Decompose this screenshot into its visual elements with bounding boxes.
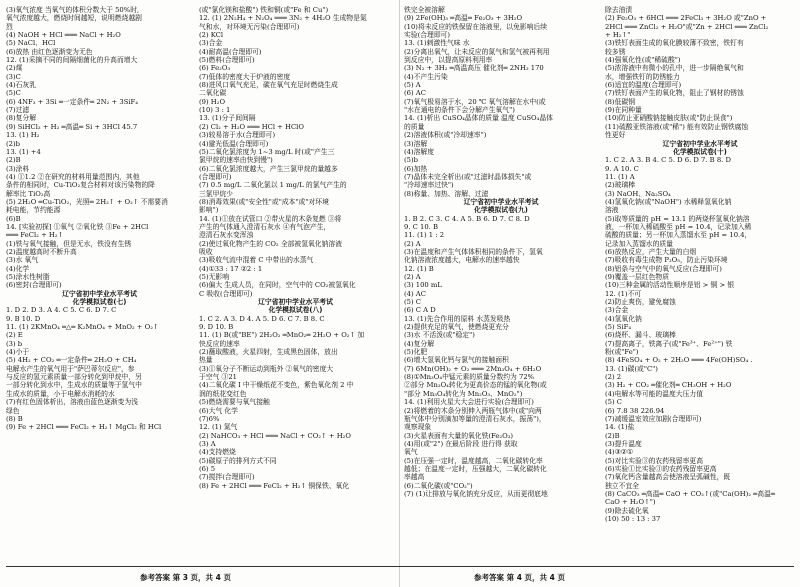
answer-line: (4)溶解度 [404, 147, 435, 156]
answer-line: (2)b [6, 139, 20, 148]
answer-line: (6) Fe₂O₃ [199, 64, 231, 73]
section-heading: 辽宁省初中学业水平考试 [662, 139, 738, 148]
answer-line: (2) 2 [605, 373, 622, 382]
answer-line: 14. (1)利用火星大大会进行实验(合理即可) [404, 398, 534, 407]
answer-line: 12. (1) 氮气 [199, 423, 238, 432]
answer-line: 影响") [199, 206, 219, 215]
answer-column-1 [6, 6, 193, 564]
answer-line: (5) 2H₂O ═Cu-TiO₂，光照═ 2H₂↑ + O₂↑ 不需要消 [6, 197, 168, 206]
section-heading: 化学模拟试卷(九) [474, 206, 528, 215]
answer-line: (6)二氧化碳(或"CO₂") [404, 481, 473, 490]
answer-line: 9. B 10. D [6, 314, 41, 323]
answer-line: (8)消毒效果(或"安全性"或"成本"或"对环境 [199, 197, 329, 206]
answer-line: (4)用(或"2") 在最后阶段 进行得 获取 [404, 439, 518, 448]
answer-line: (4)支持燃烧 [199, 448, 236, 457]
answer-line: 12. (1)采摘不同的间隔细菌化的升高而增大 [6, 56, 138, 65]
answer-line: (7) 6Mn(OH)₂ + O₂ ═══ 2Mn₃O₄ + 6H₂O [404, 364, 542, 373]
answer-line: 润的纸花变红色 [199, 389, 247, 398]
answer-line: (5) NaCl、HCl [6, 39, 56, 48]
answer-line: (5)C [6, 89, 21, 98]
answer-line: (5)浓溶液中有微小的孔中，进一步隔绝氧气和 [605, 64, 744, 73]
answer-line: (3)涂料 [6, 164, 30, 173]
answer-line: (7)吸收有毒生成物 P₂O₅，防止污染环境 [605, 256, 728, 265]
answer-line: (8) B [6, 414, 23, 423]
answer-line: (2)玻璃棒 [605, 181, 636, 190]
answer-line: (2)分离出氧气，让未反应的氮气和氢气被再利用 [404, 47, 550, 56]
answer-line: 越低；在温度一定时，压强越大，二氧化碳转化 [404, 464, 547, 473]
answer-line: (4)化学 [6, 264, 30, 273]
answer-line: (3)合金 [605, 306, 629, 315]
answer-line: (9) SiHCl₃ + H₂ ═高温═ Si + 3HCl 45.7 [6, 122, 138, 131]
answer-line: 一部分转化到水中，生成水的质量等于氢气中 [6, 381, 142, 390]
answer-line: (6) C A D [404, 306, 436, 315]
answer-line: 13. (1)刺激性气味 水 [404, 39, 470, 48]
answer-line: 独立不宜全 [605, 481, 639, 490]
answer-line: 气和水，对环境无污染(合理即可) [199, 22, 300, 31]
answer-line: (9) 2Fe(OH)₃ ═高温═ Fe₂O₃ + 3H₂O [404, 14, 523, 23]
answer-line: 电解水产生的氧气用于"萨巴蒂尔反应"，参 [6, 364, 135, 373]
answer-line: (3)水 氧气 [6, 256, 39, 265]
answer-line: 水，增强铁钉的防锈能力 [605, 72, 680, 81]
answer-line: 11. (1) B(或"BE") 2H₂O₂ ═MnO₂═ 2H₂O + O₂↑ 加 [199, 331, 365, 340]
answer-line: 2HCl ═══ ZnCl₂ + H₂O"或"Zn + 2HCl ═══ ZnCl₂ [605, 22, 769, 31]
answer-line: 观察现象 [404, 423, 432, 432]
answer-line: 14. (1)析出 CuSO₄晶体的质量 温度 CuSO₄晶体 [404, 114, 553, 123]
answer-line: (6)烧杯、漏斗、玻璃棒 [605, 331, 676, 340]
answer-line: 粉(或"Fe") [605, 348, 639, 357]
answer-line: (5)取等质量的 pH = 13.1 的两烧杯氢氧化钠溶 [605, 214, 750, 223]
answer-line: 到反应中，以提高原料利用率 [404, 56, 493, 65]
answer-line: 解率比 TiO₂高 [6, 189, 51, 198]
answer-line: (9)覆盖一层红色物质 [605, 273, 670, 281]
answer-line: (2)温度越高时不断升高 [6, 247, 77, 256]
answer-line: (10)三种金属的活动性顺序是铝 > 铜 > 银 [605, 281, 735, 290]
answer-line: (7)低体的密度大于炉液的密度 [199, 72, 291, 81]
answer-line: (10)防止亚硝酸钠接触皮肤(或"防止误食") [605, 114, 733, 123]
answer-line: (2)使过氧化物产生的 CO₂ 全部被氢氧化钠溶液 [199, 239, 342, 248]
answer-line: (3)水 不活泼(或"稳定") [404, 331, 475, 340]
answer-line: (2)提供充足的氧气，使燃烧更充分 [404, 323, 509, 332]
answer-line: (3)铁钉表面生成的氧化膜较薄不致密，铁钉有 [605, 39, 744, 48]
answer-line: (10)将未反应的铁保留在溶液里，以免影响后续 [404, 22, 548, 31]
answer-line: (3)合金 [199, 39, 223, 48]
answer-line: (7)搅拌(合理即可) [199, 473, 255, 482]
answer-line: 氧气 [404, 448, 418, 457]
answer-line: 氧气浓度越大，燃烧时间越短，说明燃烧越剧 [6, 14, 142, 23]
answer-line: 绿色 [6, 406, 20, 415]
answer-line: 11. (1) A [605, 172, 635, 181]
answer-line: 性更好 [605, 131, 626, 140]
answer-line: 的质量 [404, 122, 425, 131]
answer-line: (4)③②① [605, 448, 633, 457]
answer-line: (5) A [404, 81, 421, 90]
section-heading: 辽宁省初中学业水平考试 [463, 197, 539, 206]
answer-line: (4)二氧化碳 I 中干燥纸花不变色，紫色氧化剂 2 中 [199, 381, 354, 390]
answer-line: (3)提升温度 [605, 439, 642, 448]
answer-line: 14. [实验初探] ①氧气 ②氧化铁 ③Fe + 2HCl [6, 222, 149, 231]
answer-line: ═══ FeCl₂ + H₂↑ [6, 231, 64, 240]
answer-line: (3)在温度和产生气体体积相同的条件下，氢氧 [404, 247, 543, 256]
answer-line: (6)大气 化学 [199, 406, 238, 415]
answer-line: (5)碳原子的排列方式不同 [199, 456, 277, 465]
answer-line: 溶液 [605, 206, 619, 215]
answer-line: 1. C 2. A 3. D 4. A 5. D 6. C 7. B 8. C [199, 314, 325, 323]
answer-line: (5) SiF₄ [605, 323, 632, 332]
answer-line: 12. (1) B [404, 264, 434, 273]
answer-line: (5)化肥 [404, 348, 428, 357]
answer-line: (6)B [6, 214, 21, 223]
answer-line: 13. (1)分子间间隔 [199, 114, 256, 123]
answer-line: (7)减缓温室效应加剧(合理即可) [605, 414, 702, 423]
answer-line: 三氯甲烷少 [199, 189, 233, 198]
answer-line: 率越高 [404, 473, 425, 482]
answer-line: (7)氧气极易溶于水，20 ℃ 氧气溶解在水中(或 [404, 97, 546, 106]
answer-line: (4)复分解 [404, 339, 435, 348]
answer-line: 12. (1) 2N₂H₄ + N₂O₄ ═══ 3N₂ + 4H₂O 生成物是氮 [199, 14, 367, 23]
answer-line: (6)二氧化氯浓度越大，产生三氯甲烷的量越多 [199, 164, 338, 173]
answer-line: (5) 4H₂ + CO₂ ═一定条件═ 2H₂O + CH₄ [6, 356, 137, 365]
answer-line: (11)硫酸亚铁溶液(或"稀") 能有效防止钢铁腐蚀 [605, 122, 749, 131]
answer-line: (8)铝条与空气中的氧气反应(合理即可) [605, 264, 722, 273]
answer-line: 吸收 [199, 247, 213, 256]
answer-line: 9. A 10. C [605, 164, 639, 173]
answer-line: (4)电解水等可能的温度大压力值 [605, 389, 703, 398]
answer-line: (8)①Mn₃O₄中锰元素的质量分数约为 72% [404, 373, 535, 382]
answer-line: 快反应的速率 [199, 339, 240, 348]
answer-line: (3) 100 mL [404, 281, 442, 290]
answer-line: 13. (1) +4 [6, 147, 41, 156]
answer-line: (6)偏大 生成人员，在同时，空气中的 CO₂被氢氧化 [199, 281, 356, 290]
answer-line: (4)小于 [6, 348, 30, 357]
answer-line: (7)提高离子，铁离子(或"Fe³⁺、Fe²⁺") 铁 [605, 339, 733, 348]
answer-line: (5)燃料(合理即可) [199, 56, 255, 65]
answer-line: (2)B [6, 156, 21, 165]
answer-line: (6) 7.8 38 226.94 [605, 406, 665, 415]
answer-line: (2) NaHCO₃ + HCl ═══ NaCl + CO₂↑ + H₂O [199, 431, 351, 440]
answer-line: "冷却速率过快") [404, 181, 454, 190]
answer-line: (9)除去硫化氧 [605, 506, 649, 515]
answer-line: (9)在同种量 [605, 106, 642, 115]
answer-line: (2)防止爽伤，避免腐蚀 [605, 298, 676, 307]
answer-line: (2)B [605, 431, 620, 440]
answer-line: (5)对比实验③的农药残留率更高 [605, 456, 703, 465]
answer-line: 9. C 10. B [404, 222, 438, 231]
answer-line: (3)溶解 [404, 139, 428, 148]
answer-line: (4)强氧化性(或"稀硫酸") [605, 56, 681, 65]
answer-line: 1. D 2. D 3. A 4. C 5. C 6. D 7. C [6, 306, 117, 315]
answer-line: (7)过滤 [6, 106, 30, 115]
answer-line: (9) Fe + 2HCl ═══ FeCl₂ + H₂↑ MgCl₂ 和 HCl [6, 423, 162, 432]
answer-line: "部分 Mn₃O₄转化为 Mn₂O₃、MnO₂") [404, 389, 523, 398]
answer-line: (6) AC [404, 89, 426, 98]
section-heading: 化学模拟试卷(七) [72, 298, 127, 307]
answer-line: (8)进风口氧气充足，碳在氧气充足时燃烧生成 [199, 81, 338, 90]
answer-line: (4)①33 : 17 ②2 : 1 [199, 264, 263, 273]
answer-line: (7)有红色固体析出，溶液由蓝色逐渐变为浅 [6, 398, 138, 407]
answer-line: (6) 5 [199, 464, 216, 473]
answer-line: (2)蘸取酸液，火星四射，生成黑色固体，放出 [199, 348, 338, 357]
answer-line: (5) C [605, 398, 622, 407]
answer-line: 记录加入蒸馏水的质量 [605, 239, 673, 248]
page-fold-divider [399, 0, 400, 587]
answer-line: 化钠溶液浓度越大，电解水的速率越快 [404, 256, 520, 265]
section-heading: 化学模拟试卷(十) [673, 147, 727, 156]
answer-line: (4)耐高温(合理即可) [199, 47, 262, 56]
answer-line: (4)氢氧化钠(或"NaOH") 水稀释氢氧化钠 [605, 197, 732, 206]
answer-line: (1)铁与氧气接触，但是无水，铁没有生锈 [6, 239, 132, 248]
answer-line: CaO + H₂O↑") [605, 498, 656, 507]
answer-line: (2) E [6, 331, 23, 340]
answer-line: (3) A [199, 439, 216, 448]
answer-line: (2)将燃着的木条分别伸入两瓶气体中(或"向两 [404, 406, 542, 415]
answer-line: ②部分 Mn₃O₄转化为更高价态的锰的氧化物(或 [404, 381, 547, 390]
answer-line: (2) A [404, 273, 421, 281]
answer-line: (8) CaCO₃ ═高温═ CaO + CO₂↑(或"Ca(OH)₂ ═高温═ [605, 489, 775, 498]
answer-line: 生成水的质量，小于电解水消耗的水 [6, 389, 115, 398]
answer-line: (2) Fe₂O₃ + 6HCl ═══ 2FeCl₃ + 3H₂O 或"ZnO + [605, 14, 767, 23]
answer-line: 较多锈 [605, 47, 626, 56]
answer-line: (3)火星表面有大量的氧化铁(Fe₂O₃) [404, 431, 514, 440]
answer-line: (2)溶液体积(或"冷却速率") [404, 131, 487, 140]
answer-line: (5) C [404, 298, 421, 307]
answer-line: 澄清石灰水变浑浊 [199, 231, 254, 240]
answer-line: (6)放热反应，产生大量的白烟 [605, 247, 697, 256]
answer-line: 耗电能，节约能源 [6, 206, 61, 215]
answer-line: (6)放热 由红色逐渐变为无色 [6, 47, 93, 56]
answer-line: (3)吸收气流中混着 C 中带出的水蒸气 [199, 256, 314, 265]
answer-line: 条件的相同时，Cu-TiO₂复合材料对该污染物的降 [6, 181, 155, 190]
answer-line: 产生的气体通入澄清石灰水 ④有气泡产生， [199, 222, 331, 231]
answer-line: (4)不产生污染 [404, 72, 448, 81]
answer-line: 1. B 2. C 3. C 4. A 5. B 6. D 7. C 8. D [404, 214, 530, 223]
answer-line: (4)避光低温(合理即可) [199, 139, 269, 148]
answer-line: (10) 50 : 13 : 37 [605, 514, 661, 523]
answer-line: 实验(合理即可) [404, 31, 451, 40]
section-heading: 辽宁省初中学业水平考试 [258, 298, 333, 307]
answer-line: (3) NaOH、Na₂SO₄ [605, 189, 671, 198]
answer-line: (4) ①1.2 ②在研究的材料用量范围内，其他 [6, 172, 140, 181]
answer-line: (3) H₂ + CO₂ ═催化剂═ CH₃OH + H₂O [605, 381, 732, 390]
answer-line: (5)二氧化氯浓度为 1~3 mg/L 时(或"产生三 [199, 147, 335, 156]
answer-line: (6)增大氢氧化钙与氯气的接触面积 [404, 356, 509, 365]
answer-line: 14. (1)①放在试管口 ②带火星的木条复燃 ③将 [199, 214, 342, 223]
answer-line: 11. (1) 2KMnO₄ ═△═ K₂MnO₄ + MnO₂ + O₂↑ [6, 323, 159, 332]
section-heading: 辽宁省初中学业水平考试 [62, 289, 137, 298]
answer-line: + H₂↑" [605, 31, 631, 40]
answer-column-4 [605, 6, 795, 564]
answer-line: 1. C 2. A 3. B 4. C 5. D 6. D 7. B 8. D [605, 156, 731, 165]
answer-line: 于空气 ③21 [199, 373, 237, 382]
answer-line: (3) b [6, 339, 23, 348]
footer-right-page-number: 参考答案 第 4 页，共 4 页 [474, 573, 565, 582]
answer-line: (3)氧气浓度 当氧气的体积分数大于 50%时, [6, 6, 140, 14]
answer-line: 11. (1) 1 : 2 [404, 231, 445, 240]
answer-line: (8)低碳钢 [605, 97, 636, 106]
answer-line: (2) Cl₂ + H₂O ═══ HCl + HClO [199, 122, 304, 131]
answer-line: 与反应的氢元素质量一部分转化到甲烷中，另 [6, 373, 142, 382]
answer-line: (2)煤 [6, 64, 23, 73]
answer-line: C 吸收(合理即可) [199, 289, 253, 298]
answer-line: 烈 [6, 22, 13, 31]
answer-line: 13. (1)碳(或"C") [605, 364, 658, 373]
answer-line: (或"氯化镁和盐酸") 铁和铜(或"Fe 和 Cu") [199, 6, 329, 14]
answer-line: 液，一杯加入稀硫酸至 pH = 10.4，记录加入稀 [605, 222, 752, 231]
answer-line: (5)b [404, 156, 418, 165]
answer-line: (4) AC [404, 289, 426, 298]
answer-line: (7) (1)让排放与氧化钠充分反应，从而更彻底地 [404, 489, 548, 498]
answer-line: 二氧化碳 [199, 89, 227, 98]
answer-line: (7)铁钉表面产生的氧化物，阻止了钢材的锈蚀 [605, 89, 744, 98]
answer-line: (8) 4FeSO₄ + O₂ + 2H₂O ═══ 4Fe(OH)SO₄ . [605, 356, 753, 365]
answer-line: (5)涂水性树脂 [6, 273, 50, 281]
answer-line: 9. D 10. B [199, 323, 234, 332]
answer-line: (10) 3 : 1 [199, 106, 231, 115]
answer-line: (4)石灰乳 [6, 81, 37, 90]
answer-line: "水在通电的条件下会分解产生氧气") [404, 106, 515, 115]
answer-line: (5)燃烧需要与氧气接触 [199, 398, 270, 407]
answer-line: (9) H₂O [199, 97, 226, 106]
answer-column-2 [199, 6, 392, 564]
answer-line: (7)氧化钙含量越高会使溶液呈弧碱性，既 [605, 473, 731, 482]
answer-line: (7)6% [199, 414, 220, 423]
answer-line: (6)适宜的温度(合理即可) [605, 81, 682, 90]
answer-line: (3) N₂ + 3H₂ ═高温高压 催化剂═ 2NH₃ 170 [404, 64, 544, 73]
answer-line: (7)晶体未完全析出(或"过滤时晶体损失"或 [404, 172, 532, 181]
answer-line: 热量 [199, 356, 213, 365]
answer-line: 13. (1) H₂ [6, 131, 40, 140]
answer-line: (6)密封(合理即可) [6, 281, 62, 290]
answer-line: (8)称量、加热、溶解、过滤 [404, 189, 489, 198]
answer-line: (4)氢氧化钠 [605, 314, 642, 323]
answer-line: 14. (1)盐 [605, 423, 635, 432]
answer-line: 12. (1)不可 [605, 289, 642, 298]
answer-line: (4) NaOH + HCl ═══ NaCl + H₂O [6, 31, 121, 40]
answer-line: (7) 0.5 mg/L 二氧化氯以 1 mg/L 的氯气产生的 [199, 181, 347, 190]
answer-line: 硫酸的质量；另一杯加入蒸馏水至 pH = 10.4， [605, 231, 752, 240]
footer-rule [6, 566, 794, 567]
answer-line: (3)①氧分子不断运动到瓶外 ②氧气的密度大 [199, 364, 334, 373]
answer-line: 氯甲烷的速率由快到慢") [199, 156, 273, 165]
answer-line: 瓶气体中分别滴加等量的澄清石灰水，振荡")， [404, 414, 546, 423]
answer-line: (合理即可) [199, 172, 232, 181]
answer-line: (2) KCl [199, 31, 224, 40]
answer-line: (8)复分解 [6, 114, 37, 123]
answer-column-3 [404, 6, 598, 564]
answer-line: (6)加热 [404, 164, 428, 173]
answer-line: 13. (1)先合作用的原料 水蒸发吸热 [404, 314, 511, 323]
answer-line: (6) 4NF₃ + 3Si ═一定条件═ 2N₂ + 3SiF₄ [6, 97, 138, 106]
section-heading: 化学模拟试卷(八) [268, 306, 323, 315]
answer-line: (5)无影响 [199, 273, 230, 281]
answer-line: 除去油渍 [605, 6, 633, 14]
footer-left-page-number: 参考答案 第 3 页，共 4 页 [140, 573, 231, 582]
answer-line: (2) A [404, 239, 421, 248]
answer-line: (6)实验①比实验③的农药残留率更高 [605, 464, 717, 473]
answer-line: (8) Fe + 2HCl ═══ FeCl₂ + H₂↑ 铜保铁、氧化 [199, 481, 350, 490]
answer-line: (3)较易溶于水(合理即可) [199, 131, 276, 140]
answer-line: 铁完全被溶解 [404, 6, 445, 14]
answer-line: (3)C [6, 72, 21, 81]
answer-line: (5)在压强一定时，温度越高，二氧化碳转化率 [404, 456, 543, 465]
